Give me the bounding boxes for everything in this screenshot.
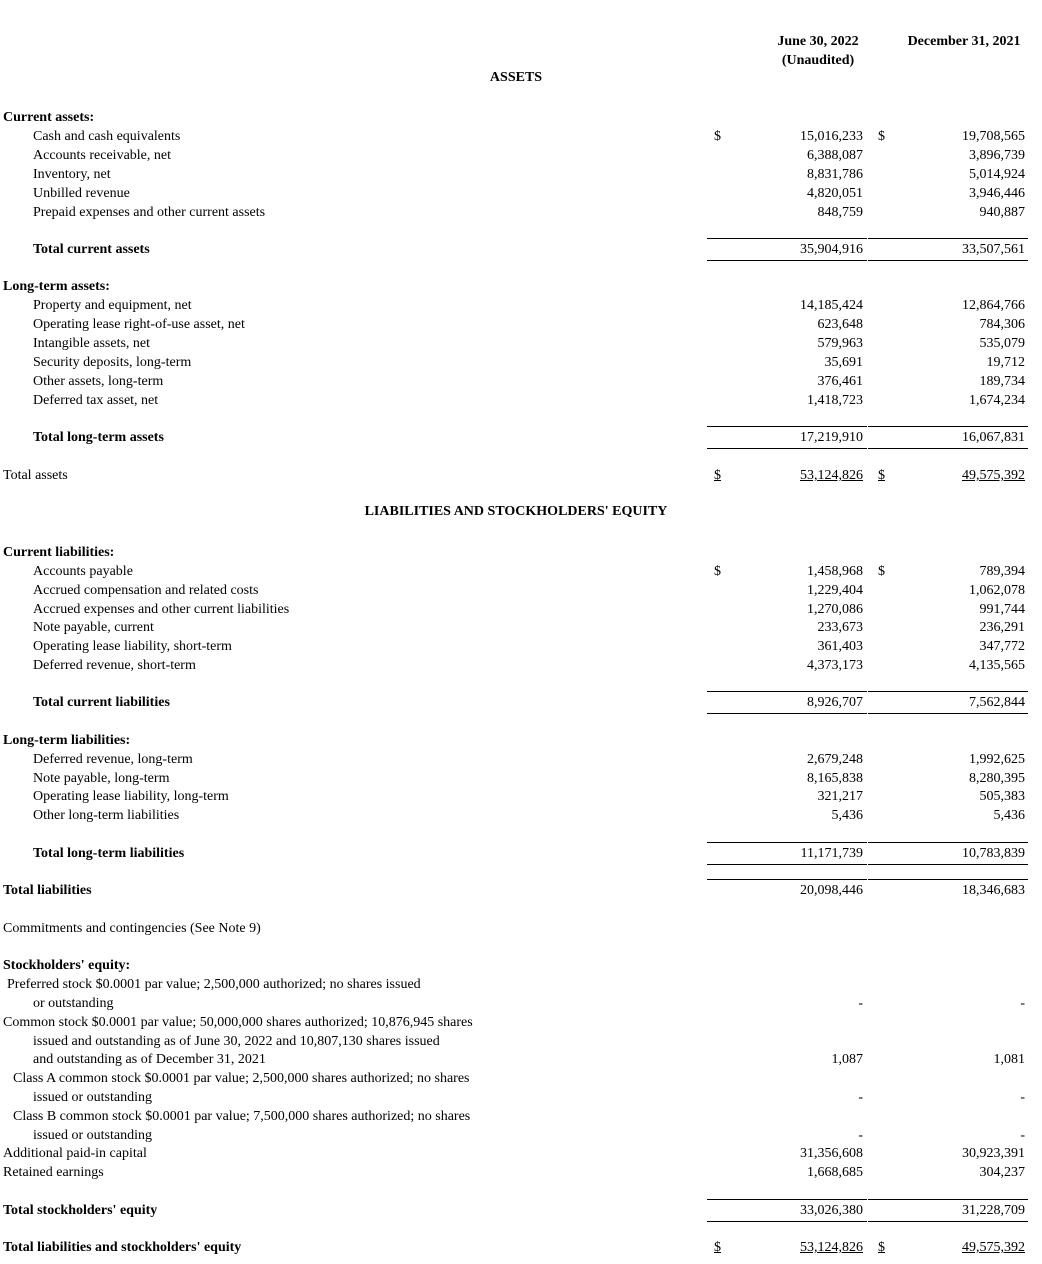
subtotal-rule <box>868 691 1028 692</box>
total-row <box>0 1238 1042 1257</box>
row-label: Total current liabilities <box>33 695 170 710</box>
line-item <box>0 994 1042 1013</box>
section-heading <box>0 731 1042 750</box>
section-title-assets: ASSETS <box>489 70 543 85</box>
value-june-2022: 33,026,380 <box>800 1203 863 1218</box>
line-item <box>0 919 1042 938</box>
row-label: Accrued compensation and related costs <box>33 583 259 598</box>
subtotal-rule <box>868 1199 1028 1200</box>
row-label: Preferred stock $0.0001 par value; 2,500,000 authorized; no shares issued <box>7 977 421 992</box>
subtotal-rule <box>707 1199 867 1200</box>
line-item <box>0 391 1042 410</box>
value-december-2021: - <box>1020 1090 1025 1105</box>
value-december-2021: 236,291 <box>979 620 1025 635</box>
currency-symbol: $ <box>714 564 721 579</box>
row-label: Total stockholders' equity <box>3 1203 158 1218</box>
value-june-2022: 4,373,173 <box>807 658 863 673</box>
row-label: Unbilled revenue <box>33 186 130 201</box>
line-item <box>0 466 1042 485</box>
row-label: Stockholders' equity: <box>3 958 131 973</box>
line-item <box>0 581 1042 600</box>
row-label: Total long-term assets <box>33 430 164 445</box>
row-label: Long-term assets: <box>3 279 110 294</box>
value-december-2021: 4,135,565 <box>969 658 1025 673</box>
value-june-2022: 53,124,826 <box>800 1240 863 1255</box>
line-item <box>0 750 1042 769</box>
currency-symbol: $ <box>878 1240 885 1255</box>
value-december-2021: 19,712 <box>986 355 1025 370</box>
row-label: and outstanding as of December 31, 2021 <box>33 1052 266 1067</box>
line-item <box>0 296 1042 315</box>
subtotal-underline <box>868 864 1028 865</box>
column-header-june-2022 <box>748 32 888 70</box>
value-june-2022: 6,388,087 <box>807 148 863 163</box>
value-december-2021: 8,280,395 <box>969 771 1025 786</box>
value-december-2021: 5,014,924 <box>969 167 1025 182</box>
value-june-2022: 31,356,608 <box>800 1146 863 1161</box>
value-june-2022: 8,165,838 <box>807 771 863 786</box>
section-heading <box>0 108 1042 127</box>
row-label: Note payable, long-term <box>33 771 170 786</box>
line-item <box>0 146 1042 165</box>
currency-symbol: $ <box>714 468 721 483</box>
line-item <box>0 787 1042 806</box>
value-december-2021: 304,237 <box>979 1165 1025 1180</box>
value-june-2022: 8,926,707 <box>807 695 863 710</box>
value-june-2022: - <box>858 1090 863 1105</box>
line-item <box>0 1088 1042 1107</box>
line-item <box>0 769 1042 788</box>
subtotal-rule <box>707 691 867 692</box>
row-label: Property and equipment, net <box>33 298 192 313</box>
row-label: Total long-term liabilities <box>33 846 185 861</box>
line-item <box>0 618 1042 637</box>
value-june-2022: 35,691 <box>824 355 863 370</box>
row-label: Accrued expenses and other current liabilities <box>33 602 290 617</box>
total-row <box>0 881 1042 900</box>
row-label: Long-term liabilities: <box>3 733 131 748</box>
value-december-2021: 7,562,844 <box>969 695 1025 710</box>
subtotal-underline <box>707 864 867 865</box>
column-header-date: December 31, 2021 <box>907 34 1021 49</box>
currency-symbol: $ <box>714 129 721 144</box>
row-label: Note payable, current <box>33 620 154 635</box>
value-december-2021: 3,946,446 <box>969 186 1025 201</box>
line-item <box>0 1163 1042 1182</box>
value-june-2022: 321,217 <box>817 789 863 804</box>
row-label: Other assets, long-term <box>33 374 164 389</box>
currency-symbol: $ <box>878 468 885 483</box>
value-december-2021: - <box>1020 996 1025 1011</box>
row-label: Total assets <box>3 468 68 483</box>
row-label: Retained earnings <box>3 1165 104 1180</box>
value-december-2021: 16,067,831 <box>962 430 1025 445</box>
value-december-2021: 784,306 <box>979 317 1025 332</box>
value-december-2021: 505,383 <box>979 789 1025 804</box>
line-item <box>0 353 1042 372</box>
value-december-2021: 49,575,392 <box>962 468 1025 483</box>
subtotal-rule <box>707 426 867 427</box>
row-label: Additional paid-in capital <box>3 1146 147 1161</box>
value-december-2021: 30,923,391 <box>962 1146 1025 1161</box>
total-row <box>0 693 1042 712</box>
total-row <box>0 1201 1042 1220</box>
row-label: Intangible assets, net <box>33 336 151 351</box>
currency-symbol: $ <box>878 129 885 144</box>
value-june-2022: 1,087 <box>831 1052 863 1067</box>
subtotal-underline <box>707 260 867 261</box>
line-item <box>0 184 1042 203</box>
row-label: Deferred revenue, short-term <box>33 658 196 673</box>
value-june-2022: - <box>858 1128 863 1143</box>
value-june-2022: 233,673 <box>817 620 863 635</box>
value-june-2022: 5,436 <box>831 808 863 823</box>
value-june-2022: 1,229,404 <box>807 583 863 598</box>
total-row <box>0 240 1042 259</box>
row-label: Inventory, net <box>33 167 111 182</box>
row-label: Current assets: <box>3 110 95 125</box>
value-june-2022: 1,418,723 <box>807 393 863 408</box>
value-december-2021: 33,507,561 <box>962 242 1025 257</box>
section-heading <box>0 277 1042 296</box>
line-item <box>0 1126 1042 1145</box>
value-december-2021: 19,708,565 <box>962 129 1025 144</box>
row-label: Operating lease liability, long-term <box>33 789 229 804</box>
total-row <box>0 844 1042 863</box>
value-june-2022: 2,679,248 <box>807 752 863 767</box>
value-december-2021: 10,783,839 <box>962 846 1025 861</box>
subtotal-rule <box>868 238 1028 239</box>
subtotal-underline <box>707 713 867 714</box>
value-june-2022: 4,820,051 <box>807 186 863 201</box>
line-item <box>0 975 1042 994</box>
line-item <box>0 562 1042 581</box>
value-december-2021: 940,887 <box>979 205 1025 220</box>
total-row <box>0 428 1042 447</box>
row-label: Accounts payable <box>33 564 133 579</box>
value-june-2022: 1,458,968 <box>807 564 863 579</box>
row-label: Operating lease liability, short-term <box>33 639 232 654</box>
row-label: Class B common stock $0.0001 par value; 7,500,000 shares authorized; no shares <box>13 1109 471 1124</box>
line-item <box>0 1144 1042 1163</box>
column-header-december-2021 <box>893 32 1035 51</box>
line-item <box>0 203 1042 222</box>
value-december-2021: 31,228,709 <box>962 1203 1025 1218</box>
subtotal-rule <box>868 879 1028 880</box>
value-december-2021: 789,394 <box>979 564 1025 579</box>
value-june-2022: - <box>858 996 863 1011</box>
subtotal-rule <box>707 879 867 880</box>
row-label: Total liabilities and stockholders' equity <box>3 1240 242 1255</box>
line-item <box>0 1050 1042 1069</box>
subtotal-underline <box>868 713 1028 714</box>
line-item <box>0 127 1042 146</box>
row-label: issued or outstanding <box>33 1090 152 1105</box>
row-label: Operating lease right-of-use asset, net <box>33 317 245 332</box>
line-item <box>0 1032 1042 1051</box>
value-december-2021: 49,575,392 <box>962 1240 1025 1255</box>
line-item <box>0 1069 1042 1088</box>
row-label: Accounts receivable, net <box>33 148 171 163</box>
row-label: Current liabilities: <box>3 545 115 560</box>
line-item <box>0 637 1042 656</box>
value-december-2021: 189,734 <box>979 374 1025 389</box>
value-june-2022: 1,668,685 <box>807 1165 863 1180</box>
line-item <box>0 165 1042 184</box>
line-item <box>0 334 1042 353</box>
value-december-2021: 18,346,683 <box>962 883 1025 898</box>
subtotal-rule <box>707 842 867 843</box>
row-label: issued or outstanding <box>33 1128 152 1143</box>
value-june-2022: 15,016,233 <box>800 129 863 144</box>
line-item <box>0 1107 1042 1126</box>
row-label: Security deposits, long-term <box>33 355 192 370</box>
value-june-2022: 11,171,739 <box>800 846 863 861</box>
value-december-2021: 347,772 <box>979 639 1025 654</box>
value-december-2021: 1,992,625 <box>969 752 1025 767</box>
value-june-2022: 361,403 <box>817 639 863 654</box>
row-label: issued and outstanding as of June 30, 2022 and 10,807,130 shares issued <box>33 1034 440 1049</box>
row-label: Common stock $0.0001 par value; 50,000,000 shares authorized; 10,876,945 shares <box>3 1015 473 1030</box>
value-december-2021: 5,436 <box>993 808 1025 823</box>
row-label: Cash and cash equivalents <box>33 129 181 144</box>
row-label: Deferred revenue, long-term <box>33 752 193 767</box>
value-june-2022: 35,904,916 <box>800 242 863 257</box>
line-item <box>0 600 1042 619</box>
subtotal-underline <box>868 260 1028 261</box>
column-header-note: (Unaudited) <box>781 53 855 68</box>
section-heading <box>0 543 1042 562</box>
subtotal-rule <box>868 426 1028 427</box>
line-item <box>0 315 1042 334</box>
row-label: Class A common stock $0.0001 par value; 2,500,000 shares authorized; no shares <box>13 1071 470 1086</box>
value-december-2021: 1,674,234 <box>969 393 1025 408</box>
value-june-2022: 579,963 <box>817 336 863 351</box>
subtotal-underline <box>868 1221 1028 1222</box>
value-december-2021: 991,744 <box>979 602 1025 617</box>
currency-symbol: $ <box>714 1240 721 1255</box>
line-item <box>0 1013 1042 1032</box>
row-label: Deferred tax asset, net <box>33 393 159 408</box>
value-june-2022: 14,185,424 <box>800 298 863 313</box>
subtotal-underline <box>707 448 867 449</box>
value-june-2022: 1,270,086 <box>807 602 863 617</box>
value-december-2021: 3,896,739 <box>969 148 1025 163</box>
value-june-2022: 623,648 <box>817 317 863 332</box>
value-december-2021: 1,081 <box>993 1052 1025 1067</box>
row-label: Commitments and contingencies (See Note 9) <box>3 921 261 936</box>
value-june-2022: 20,098,446 <box>800 883 863 898</box>
subtotal-rule <box>707 238 867 239</box>
line-item <box>0 656 1042 675</box>
row-label: Other long-term liabilities <box>33 808 180 823</box>
column-header-date: June 30, 2022 <box>777 34 859 49</box>
line-item <box>0 372 1042 391</box>
value-december-2021: - <box>1020 1128 1025 1143</box>
value-december-2021: 535,079 <box>979 336 1025 351</box>
value-december-2021: 1,062,078 <box>969 583 1025 598</box>
currency-symbol: $ <box>878 564 885 579</box>
value-june-2022: 8,831,786 <box>807 167 863 182</box>
subtotal-underline <box>868 448 1028 449</box>
row-label: Total current assets <box>33 242 150 257</box>
subtotal-underline <box>707 1221 867 1222</box>
row-label: Prepaid expenses and other current assets <box>33 205 266 220</box>
row-label: Total liabilities <box>3 883 92 898</box>
section-heading <box>0 956 1042 975</box>
value-june-2022: 848,759 <box>817 205 863 220</box>
subtotal-rule <box>868 842 1028 843</box>
value-june-2022: 53,124,826 <box>800 468 863 483</box>
value-june-2022: 17,219,910 <box>800 430 863 445</box>
value-june-2022: 376,461 <box>817 374 863 389</box>
row-label: or outstanding <box>33 996 114 1011</box>
line-item <box>0 806 1042 825</box>
value-december-2021: 12,864,766 <box>962 298 1025 313</box>
section-title-liabilities-equity: LIABILITIES AND STOCKHOLDERS' EQUITY <box>364 504 668 519</box>
